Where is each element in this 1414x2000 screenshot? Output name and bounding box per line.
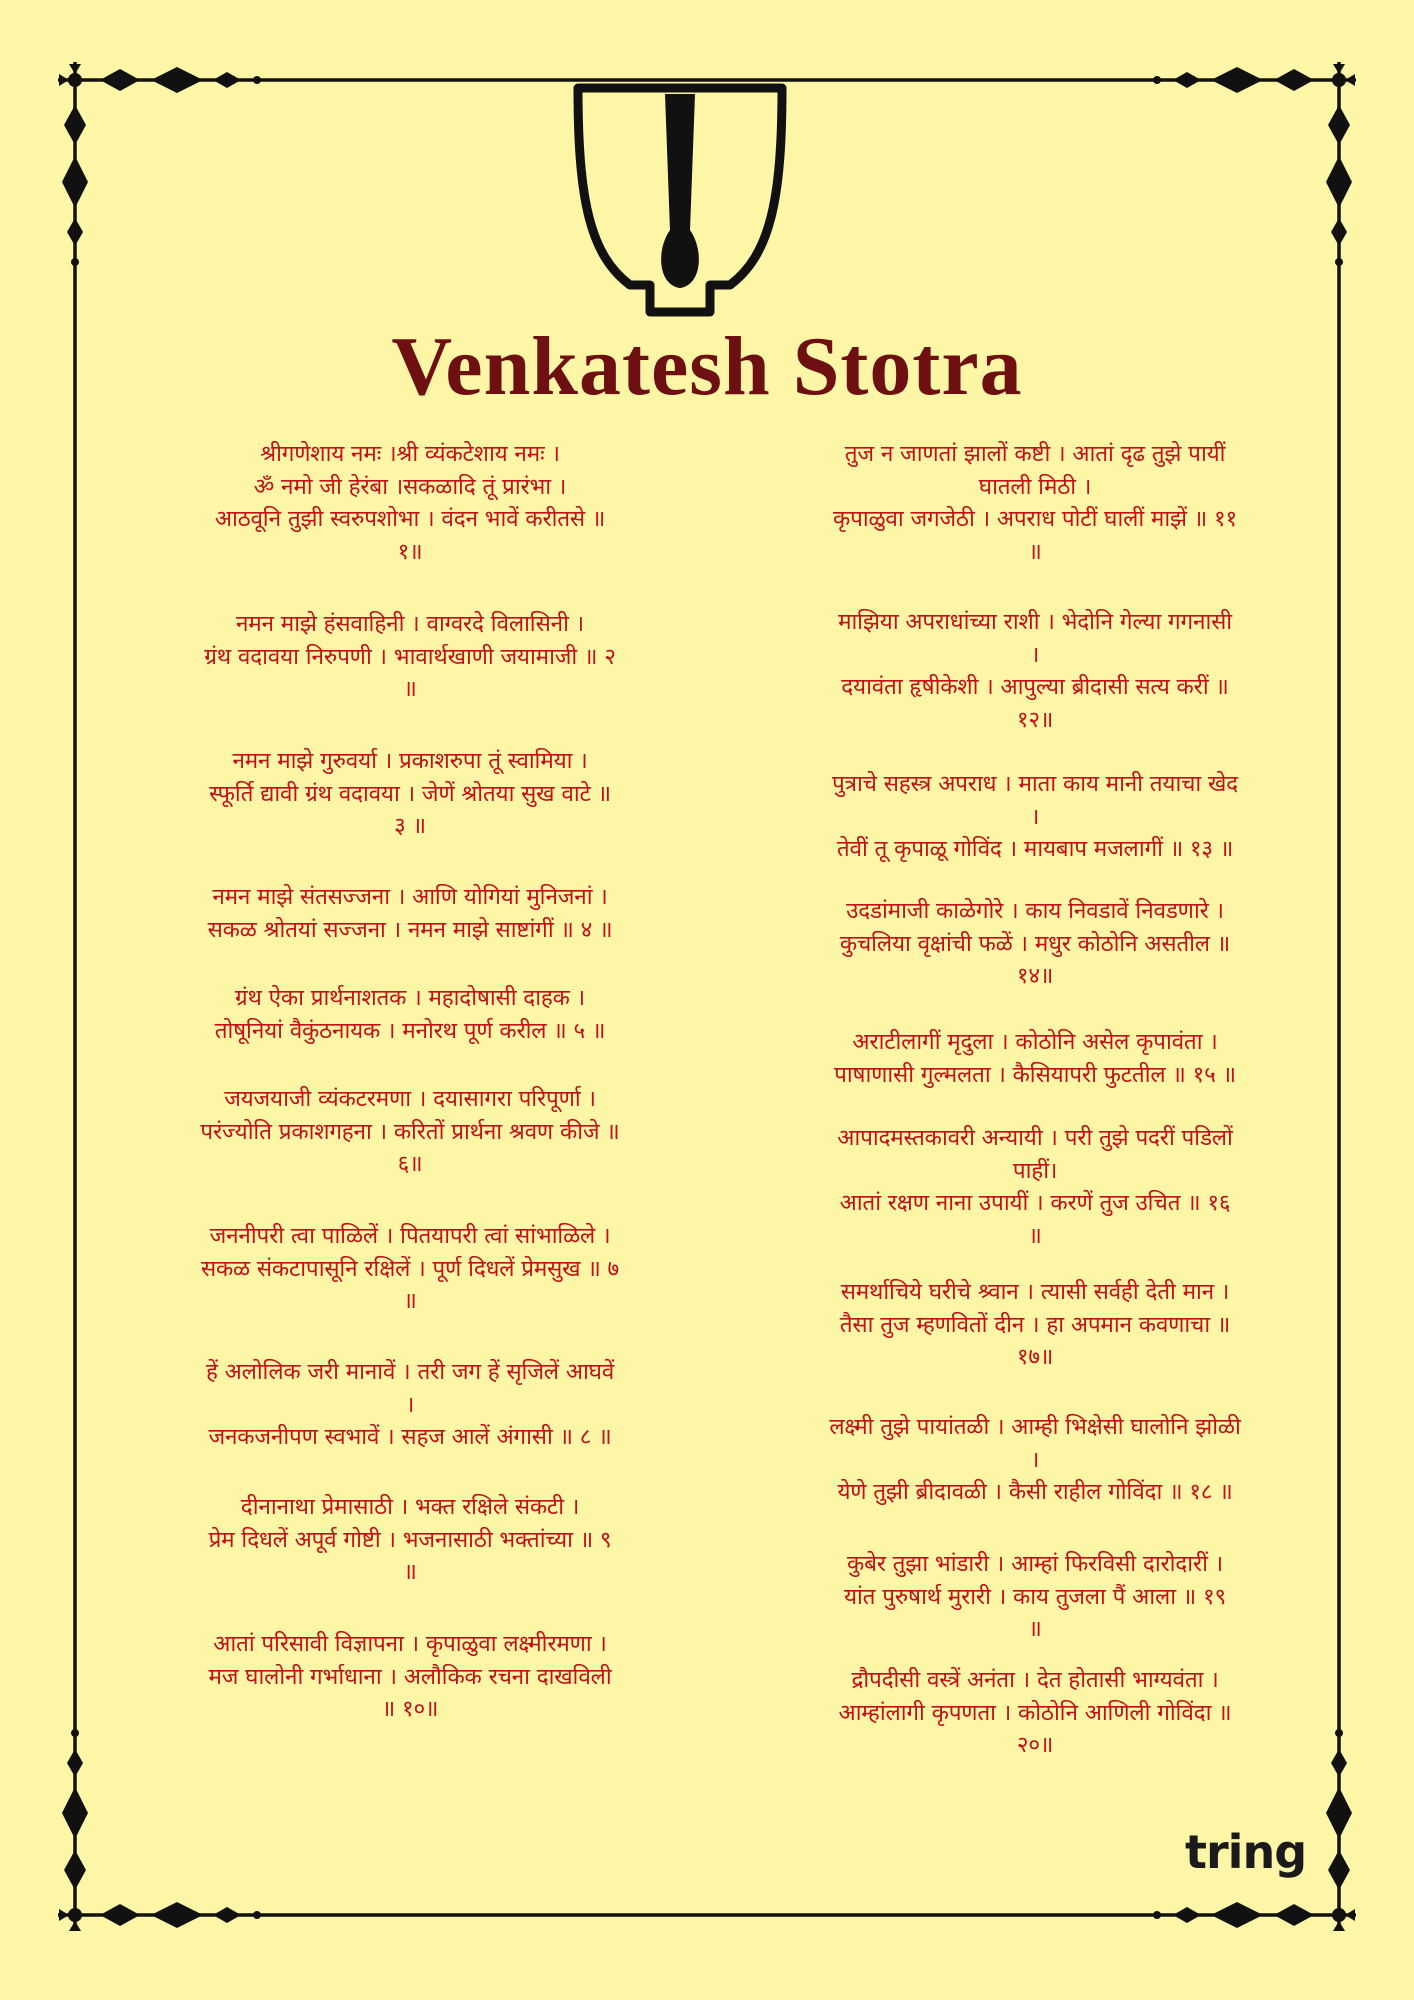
verse-line: श्रीगणेशाय नमः ।श्री व्यंकटेशाय नमः । [260,441,560,467]
verse-line: १२॥ [1016,706,1054,733]
verse-block [130,1220,690,1318]
verse-line: आतां परिसावी विज्ञापना । कृपाळुवा लक्ष्मीरमणा । [213,1631,607,1657]
verse-line: येणे तुझी ब्रीदावळी । कैसी राहील गोविंदा ॥ १८ ॥ [837,1479,1233,1505]
verse-line: कृपाळुवा जगजेठी । अपराध पोटीं घालीं माझें ॥ ११ [832,506,1238,532]
verse-line: आपादमस्तकावरी अन्यायी । परी तुझे पदरीं पडिलों [837,1125,1233,1151]
verse-line: ॥ [1028,538,1042,565]
verse-line: ॐ नमो जी हेरंबा ।सकळादि तूं प्रारंभा । [253,473,567,500]
verse-line: ग्रंथ वदावया निरुपणी । भावार्थखाणी जयामाजी ॥ २ [204,643,616,670]
verse-line: सकळ श्रोतयां सज्जना । नमन माझे साष्टांगीं ॥ ४ ॥ [207,916,613,943]
brand-logo: tring [1185,1825,1307,1879]
verse-line: पुत्राचे सहस्त्र अपराध । माता काय मानी तयाचा खेद [832,771,1238,797]
verse-line: । [405,1391,415,1418]
verse-line: आतां रक्षण नाना उपायीं । करणें तुज उचित ॥ १६ [839,1190,1231,1216]
verse-block [130,982,690,1047]
verse-line: नमन माझे हंसवाहिनी । वाग्वरदे विलासिनी । [236,611,584,637]
verse-line: लक्ष्मी तुझे पायांतळी । आम्ही भिक्षेसी घालोनि झोळी [829,1414,1241,1440]
verse-line: १४॥ [1016,963,1054,989]
verse-line: द्रौपदीसी वस्त्रें अनंता । देत होतासी भाग्यवंता । [851,1667,1219,1693]
verse-line: यांत पुरुषार्थ मुरारी । काय तुजला पैं आला ॥ १९ [843,1583,1227,1610]
verse-line: दयावंता हृषीकेशी । आपुल्या ब्रीदासी सत्य करीं ॥ [841,674,1229,700]
verse-line: सकळ संकटापासूनि रक्षिलें । पूर्ण दिधलें प्रेमसुख ॥ ७ [200,1255,620,1282]
verse-block [130,1083,690,1181]
verse-line: । [1030,803,1040,830]
verse-line: ॥ [1028,1616,1042,1642]
verse-line: ॥ १०॥ [381,1696,439,1722]
verse-line: उदडांमाजी काळेगोरे । काय निवडावें निवडणारे । [846,898,1224,924]
verse-block [755,768,1315,866]
verse-line: २०॥ [1016,1732,1054,1758]
verse-block [755,1548,1315,1646]
verse-block [130,608,690,706]
verse-block [755,1276,1315,1374]
verse-line: ॥ [403,1288,417,1314]
verse-block [755,1122,1315,1252]
verse-line: आम्हांलागी कृपणता । कोठोनि आणिली गोविंदा ॥ [838,1699,1232,1726]
verse-line: । [1030,1446,1040,1473]
verse-line: जनकजनीपण स्वभावें । सहज आलें अंगासी ॥ ८ ॥ [208,1424,612,1450]
verse-block [755,895,1315,993]
verse-line: तेवीं तू कृपाळू गोविंद । मायबाप मजलागीं ॥ १३ ॥ [836,836,1234,862]
verse-line: नमन माझे संतसज्जना । आणि योगियां मुनिजनां । [212,884,608,910]
verse-block [755,1026,1315,1091]
verse-line: प्रेम दिधलें अपूर्व गोष्टी । भजनासाठी भक्तांच्या ॥ ९ [208,1526,612,1553]
verse-block [130,1356,690,1454]
verse-line: नमन माझे गुरुवर्या । प्रकाशरुपा तूं स्वामिया । [232,748,588,774]
verse-line: माझिया अपराधांच्या राशी । भेदोनि गेल्या गगनासी [838,609,1232,635]
verse-line: ६॥ [397,1151,423,1177]
verse-block [130,881,690,946]
verse-line: । [1030,641,1040,668]
verse-line: १॥ [397,538,423,565]
verse-block [130,1628,690,1726]
verse-block [755,1664,1315,1762]
verse-line: कुचलिया वृक्षांची फळें । मधुर कोठोनि असतील ॥ [839,930,1231,957]
verse-line: तोषूनियां वैकुंठनायक । मनोरथ पूर्ण करील ॥ ५ ॥ [214,1017,606,1044]
verse-block [130,1491,690,1589]
verse-block [755,1411,1315,1509]
verse-line: ॥ [403,1559,417,1585]
verse-line: पाहीं। [1012,1157,1058,1184]
verse-line: ३ ॥ [394,813,426,839]
verse-line: १७॥ [1016,1344,1054,1370]
verse-block [130,438,690,568]
verse-line: ॥ [403,676,417,702]
verse-line: ग्रंथ ऐका प्रार्थनाशतक । महादोषासी दाहक । [235,985,585,1011]
verse-line: हें अलोलिक जरी मानावें । तरी जग हें सृजिलें आघवें [205,1359,615,1385]
verse-line: घातली मिठी । [978,473,1092,500]
verse-line: जननीपरी त्वा पाळिलें । पितयापरी त्वां सांभाळिले । [209,1223,611,1249]
verse-block [755,606,1315,736]
verse-line: तुज न जाणतां झालों कष्टी । आतां दृढ तुझे पायीं [844,441,1226,467]
verse-line: आठवूनि तुझी स्वरुपशोभा । वंदन भावें करीतसे ॥ [214,506,606,532]
verse-line: ॥ [1028,1222,1042,1249]
verse-line: पाषाणासी गुल्मलता । कैसियापरी फुटतील ॥ १५ ॥ [834,1061,1236,1088]
verse-line: मज घालोनी गर्भाधाना । अलौकिक रचना दाखविली [208,1663,612,1690]
verse-line: अराटीलागीं मृदुला । कोठोनि असेल कृपावंता । [852,1029,1218,1055]
verse-block [755,438,1315,568]
verse-block [130,745,690,843]
verse-line: तैसा तुज म्हणवितों दीन । हा अपमान कवणाचा ॥ [839,1311,1231,1338]
namam-tilak-emblem-icon [570,80,790,340]
page-title: Venkatesh Stotra [391,320,1023,413]
verse-line: स्फूर्ति द्यावी ग्रंथ वदावया । जेणें श्रोतया सुख वाटे ॥ [209,780,611,807]
verse-line: कुबेर तुझा भांडारी । आम्हां फिरविसी दारोदारीं । [847,1551,1223,1577]
verse-line: जयजयाजी व्यंकटरमणा । दयासागरा परिपूर्णा । [224,1086,596,1112]
verse-line: परंज्योति प्रकाशगहना । करितों प्रार्थना श्रवण कीजे ॥ [200,1118,620,1145]
verse-line: समर्थाचिये घरीचे श्र्वान । त्यासी सर्वही देती मान । [840,1279,1230,1305]
verse-line: दीनानाथा प्रेमासाठी । भक्त रक्षिले संकटी । [240,1494,580,1520]
